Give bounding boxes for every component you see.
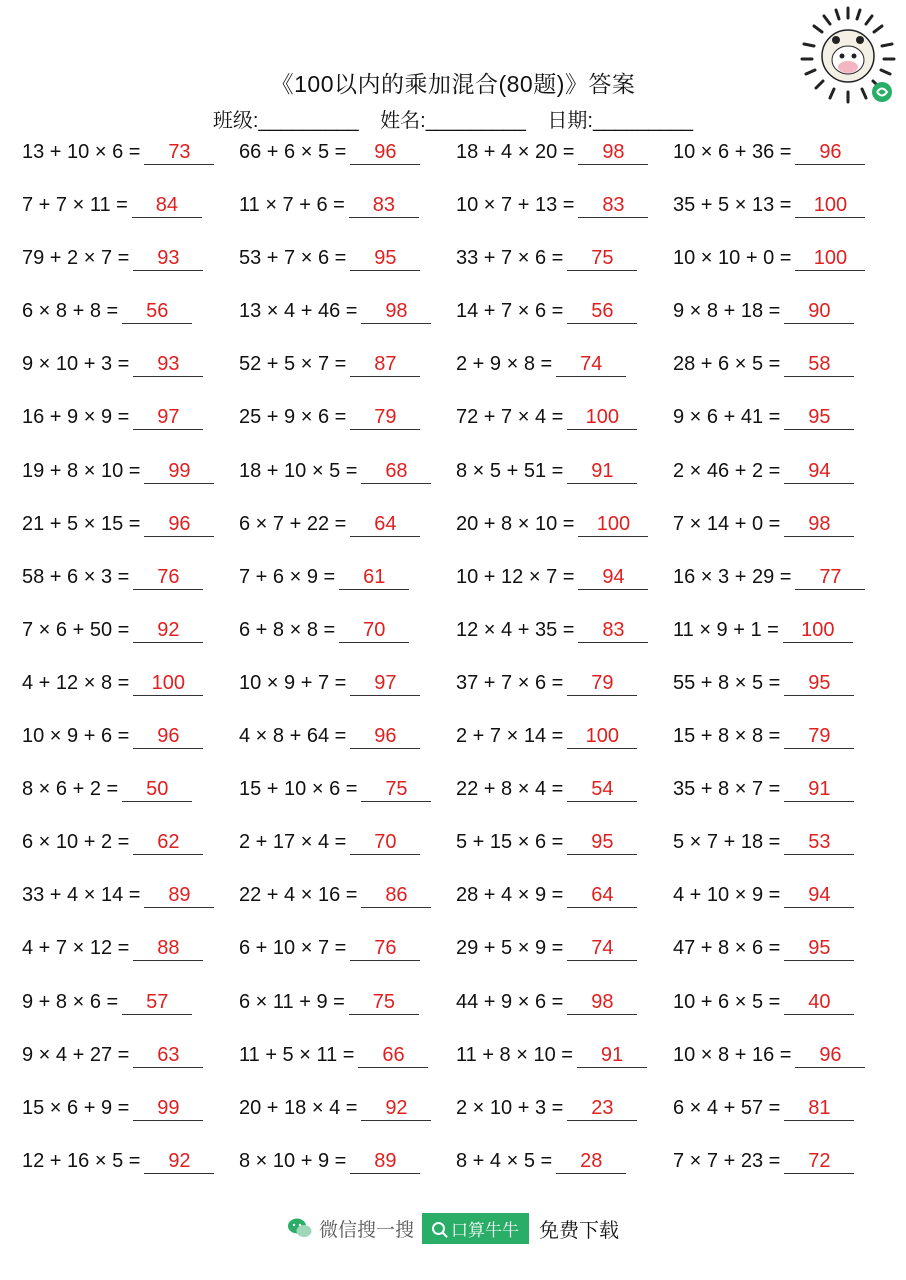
answer: 72 [784,1149,854,1174]
equation: 8 × 10 + 9 = [239,1149,347,1172]
problem-item [239,1096,431,1121]
equation: 22 + 8 × 4 = [456,778,564,801]
equation: 5 × 7 + 18 = [673,831,781,854]
problem-item [673,830,854,855]
problem-row [22,777,892,830]
answer: 100 [567,405,637,430]
class-label: 班级:_________ [212,110,359,132]
problem-item [456,618,648,643]
equation: 8 + 4 × 5 = [456,1149,553,1172]
answer: 92 [361,1096,431,1121]
answer: 96 [350,140,420,165]
problem-item [239,883,431,908]
problem-item [673,299,854,324]
equation: 9 × 6 + 41 = [673,406,781,429]
student-info [0,104,906,133]
answer: 53 [784,830,854,855]
equation: 4 + 12 × 8 = [22,671,130,694]
problem-item [673,1096,854,1121]
problem-item [456,883,637,908]
problem-item [22,671,203,696]
answer: 94 [784,883,854,908]
problem-row [22,724,892,777]
answer: 79 [567,671,637,696]
answer: 96 [144,512,214,537]
equation: 29 + 5 × 9 = [456,937,564,960]
problem-item [673,140,865,165]
answer: 95 [784,405,854,430]
problem-row [22,140,892,193]
equation: 28 + 6 × 5 = [673,353,781,376]
equation: 6 × 7 + 22 = [239,512,347,535]
answer: 95 [350,246,420,271]
equation: 6 × 8 + 8 = [22,300,119,323]
equation: 12 + 16 × 5 = [22,1149,141,1172]
equation: 66 + 6 × 5 = [239,141,347,163]
equation: 16 × 3 + 29 = [673,565,792,588]
problem-item [239,512,420,537]
answer: 75 [567,246,637,271]
equation: 10 × 7 + 13 = [456,194,575,217]
answer: 56 [122,299,192,324]
answer: 94 [784,459,854,484]
answer: 92 [133,618,203,643]
problem-row [22,883,892,936]
answer: 63 [133,1043,203,1068]
answer: 91 [577,1043,647,1068]
problem-item [673,459,854,484]
problem-item [456,1149,626,1174]
answer: 66 [358,1043,428,1068]
problem-item [239,193,419,218]
equation: 2 × 10 + 3 = [456,1096,564,1119]
equation: 16 + 9 × 9 = [22,406,130,429]
equation: 35 + 8 × 7 = [673,778,781,801]
problem-row [22,459,892,512]
problem-row [22,246,892,299]
problem-item [456,671,637,696]
equation: 12 × 4 + 35 = [456,618,575,641]
search-icon [432,1222,445,1235]
answer: 83 [349,193,419,218]
problem-item [673,671,854,696]
answer: 81 [784,1096,854,1121]
answer: 96 [350,724,420,749]
equation: 28 + 4 × 9 = [456,884,564,907]
answer: 91 [784,777,854,802]
problem-row [22,830,892,883]
answer: 91 [567,459,637,484]
equation: 4 + 7 × 12 = [22,937,130,960]
equation: 11 × 7 + 6 = [239,194,345,217]
equation: 6 × 10 + 2 = [22,831,130,854]
problem-item [456,140,648,165]
answer: 62 [133,830,203,855]
problem-row [22,990,892,1043]
equation: 11 × 9 + 1 = [673,618,779,641]
answer: 98 [567,990,637,1015]
equation: 9 + 8 × 6 = [22,990,119,1013]
answer: 61 [339,565,409,590]
equation: 14 + 7 × 6 = [456,300,564,323]
answer: 70 [339,618,409,643]
answer: 96 [795,140,865,165]
answer: 86 [361,883,431,908]
equation: 13 + 10 × 6 = [22,141,141,163]
answer: 76 [350,936,420,961]
problem-item [239,352,420,377]
equation: 20 + 18 × 4 = [239,1096,358,1119]
answer: 98 [361,299,431,324]
equation: 6 + 10 × 7 = [239,937,347,960]
equation: 72 + 7 × 4 = [456,406,564,429]
problem-item [239,990,419,1015]
problem-row [22,936,892,989]
equation: 37 + 7 × 6 = [456,671,564,694]
problem-item [456,512,648,537]
answer: 100 [133,671,203,696]
equation: 2 + 7 × 14 = [456,725,564,748]
answer: 83 [578,618,648,643]
problem-item [22,1096,203,1121]
problem-row [22,405,892,458]
answer: 95 [784,671,854,696]
problem-item [456,565,648,590]
problem-item [22,1149,214,1174]
problem-item [673,883,854,908]
problem-row [22,1149,892,1202]
equation: 58 + 6 × 3 = [22,565,130,588]
problem-item [673,618,853,643]
problem-item [22,512,214,537]
answer: 40 [784,990,854,1015]
answer: 94 [578,565,648,590]
answer: 84 [132,193,202,218]
equation: 6 + 8 × 8 = [239,618,336,641]
equation: 9 × 8 + 18 = [673,300,781,323]
answer: 95 [784,936,854,961]
equation: 7 + 6 × 9 = [239,565,336,588]
problem-row [22,1096,892,1149]
problem-item [239,565,409,590]
problem-item [22,299,192,324]
answer: 93 [133,246,203,271]
problem-item [22,936,203,961]
equation: 10 × 9 + 7 = [239,671,347,694]
problem-item [456,830,637,855]
problem-item [456,1043,647,1068]
answer: 75 [349,990,419,1015]
answer: 54 [567,777,637,802]
answer: 64 [567,883,637,908]
equation: 15 + 10 × 6 = [239,778,358,801]
answer: 98 [578,140,648,165]
equation: 4 + 10 × 9 = [673,884,781,907]
equation: 19 + 8 × 10 = [22,459,141,482]
answer: 74 [556,352,626,377]
equation: 2 + 17 × 4 = [239,831,347,854]
problem-item [673,724,854,749]
equation: 8 × 5 + 51 = [456,459,564,482]
problem-row [22,671,892,724]
problem-item [239,724,420,749]
problem-item [239,618,409,643]
problem-item [239,246,420,271]
answer: 23 [567,1096,637,1121]
problem-item [673,246,865,271]
answer: 70 [350,830,420,855]
answer: 79 [350,405,420,430]
answer: 57 [122,990,192,1015]
equation: 6 × 4 + 57 = [673,1096,781,1119]
equation: 44 + 9 × 6 = [456,990,564,1013]
problem-item [673,512,854,537]
equation: 7 + 7 × 11 = [22,194,128,217]
problem-item [239,405,420,430]
answer: 100 [578,512,648,537]
answer: 100 [783,618,853,643]
problem-item [22,990,192,1015]
equation: 8 × 6 + 2 = [22,778,119,801]
answer: 100 [567,724,637,749]
problem-item [22,777,192,802]
answer: 28 [556,1149,626,1174]
equation: 55 + 8 × 5 = [673,671,781,694]
problem-item [673,405,854,430]
equation: 11 + 5 × 11 = [239,1043,355,1066]
equation: 53 + 7 × 6 = [239,247,347,270]
equation: 5 + 15 × 6 = [456,831,564,854]
answer: 97 [133,405,203,430]
problem-row [22,299,892,352]
equation: 15 × 6 + 9 = [22,1096,130,1119]
equation: 7 × 14 + 0 = [673,512,781,535]
equation: 10 × 10 + 0 = [673,247,792,270]
equation: 52 + 5 × 7 = [239,353,347,376]
problem-item [22,724,203,749]
search-label: 微信搜一搜 [318,1219,414,1241]
problem-item [22,405,203,430]
answer: 90 [784,299,854,324]
problem-item [456,990,637,1015]
answer: 68 [361,459,431,484]
equation: 10 × 9 + 6 = [22,725,130,748]
answer: 87 [350,352,420,377]
equation: 33 + 4 × 14 = [22,884,141,907]
equation: 9 × 10 + 3 = [22,353,130,376]
problem-item [239,1043,428,1068]
problem-item [673,1043,865,1068]
equation: 11 + 8 × 10 = [456,1043,573,1066]
problem-item [22,1043,203,1068]
answer: 79 [784,724,854,749]
problem-item [673,1149,854,1174]
answer: 74 [567,936,637,961]
problem-item [239,140,420,165]
equation: 79 + 2 × 7 = [22,247,130,270]
brand-name: 口算牛牛 [451,1220,519,1240]
answer: 100 [795,246,865,271]
brand-search-box[interactable] [422,1213,529,1244]
problem-item [22,618,203,643]
equation: 7 × 7 + 23 = [673,1149,781,1172]
equation: 13 × 4 + 46 = [239,300,358,323]
answer: 99 [144,459,214,484]
problem-item [456,1096,637,1121]
problem-item [22,193,202,218]
answer: 75 [361,777,431,802]
problem-item [456,299,637,324]
problem-item [22,565,203,590]
page-title: 《100以内的乘加混合(80题)》答案 [270,71,636,97]
answer: 93 [133,352,203,377]
answer: 64 [350,512,420,537]
equation: 10 + 6 × 5 = [673,990,781,1013]
problem-item [673,565,865,590]
equation: 7 × 6 + 50 = [22,618,130,641]
problem-item [239,777,431,802]
problem-item [22,352,203,377]
qr-code [796,4,900,108]
equation: 20 + 8 × 10 = [456,512,575,535]
answer: 100 [795,193,865,218]
problem-item [239,299,431,324]
equation: 33 + 7 × 6 = [456,247,564,270]
problem-row [22,193,892,246]
date-label: 日期:_________ [547,110,694,132]
problem-item [456,936,637,961]
wechat-icon [287,1217,313,1239]
equation: 2 × 46 + 2 = [673,459,781,482]
problem-item [239,830,420,855]
answer: 97 [350,671,420,696]
problem-grid [22,140,892,1202]
answer: 98 [784,512,854,537]
problem-item [673,777,854,802]
answer: 83 [578,193,648,218]
equation: 4 × 8 + 64 = [239,725,347,748]
problem-item [456,405,637,430]
equation: 25 + 9 × 6 = [239,406,347,429]
problem-item [22,459,214,484]
problem-row [22,512,892,565]
problem-item [239,1149,420,1174]
problem-item [239,671,420,696]
answer: 89 [350,1149,420,1174]
answer: 92 [144,1149,214,1174]
problem-item [456,724,637,749]
problem-item [22,830,203,855]
problem-item [456,246,637,271]
answer: 96 [133,724,203,749]
problem-row [22,352,892,405]
problem-item [673,352,854,377]
problem-item [456,459,637,484]
problem-item [673,193,865,218]
answer: 50 [122,777,192,802]
problem-item [456,352,626,377]
footer [0,1212,906,1244]
answer: 77 [795,565,865,590]
equation: 21 + 5 × 15 = [22,512,141,535]
problem-item [22,140,214,165]
problem-item [673,936,854,961]
problem-item [22,883,214,908]
equation: 47 + 8 × 6 = [673,937,781,960]
problem-row [22,565,892,618]
answer: 58 [784,352,854,377]
problem-item [239,936,420,961]
equation: 9 × 4 + 27 = [22,1043,130,1066]
equation: 2 + 9 × 8 = [456,353,553,376]
name-label: 姓名:_________ [380,110,526,132]
answer: 56 [567,299,637,324]
equation: 18 + 10 × 5 = [239,459,358,482]
problem-item [673,990,854,1015]
problem-row [22,618,892,671]
answer: 99 [133,1096,203,1121]
problem-row [22,1043,892,1096]
equation: 18 + 4 × 20 = [456,141,575,163]
problem-item [22,246,203,271]
equation: 22 + 4 × 16 = [239,884,358,907]
download-text: 免费下载 [539,1219,619,1242]
answer: 95 [567,830,637,855]
equation: 10 × 6 + 36 = [673,141,792,163]
equation: 35 + 5 × 13 = [673,194,792,217]
problem-item [239,459,431,484]
problem-item [456,193,648,218]
problem-item [456,777,637,802]
answer: 88 [133,936,203,961]
equation: 15 + 8 × 8 = [673,725,781,748]
answer: 89 [144,883,214,908]
equation: 10 + 12 × 7 = [456,565,575,588]
equation: 10 × 8 + 16 = [673,1043,792,1066]
answer: 96 [795,1043,865,1068]
equation: 6 × 11 + 9 = [239,990,345,1013]
answer: 73 [144,140,214,165]
answer: 76 [133,565,203,590]
